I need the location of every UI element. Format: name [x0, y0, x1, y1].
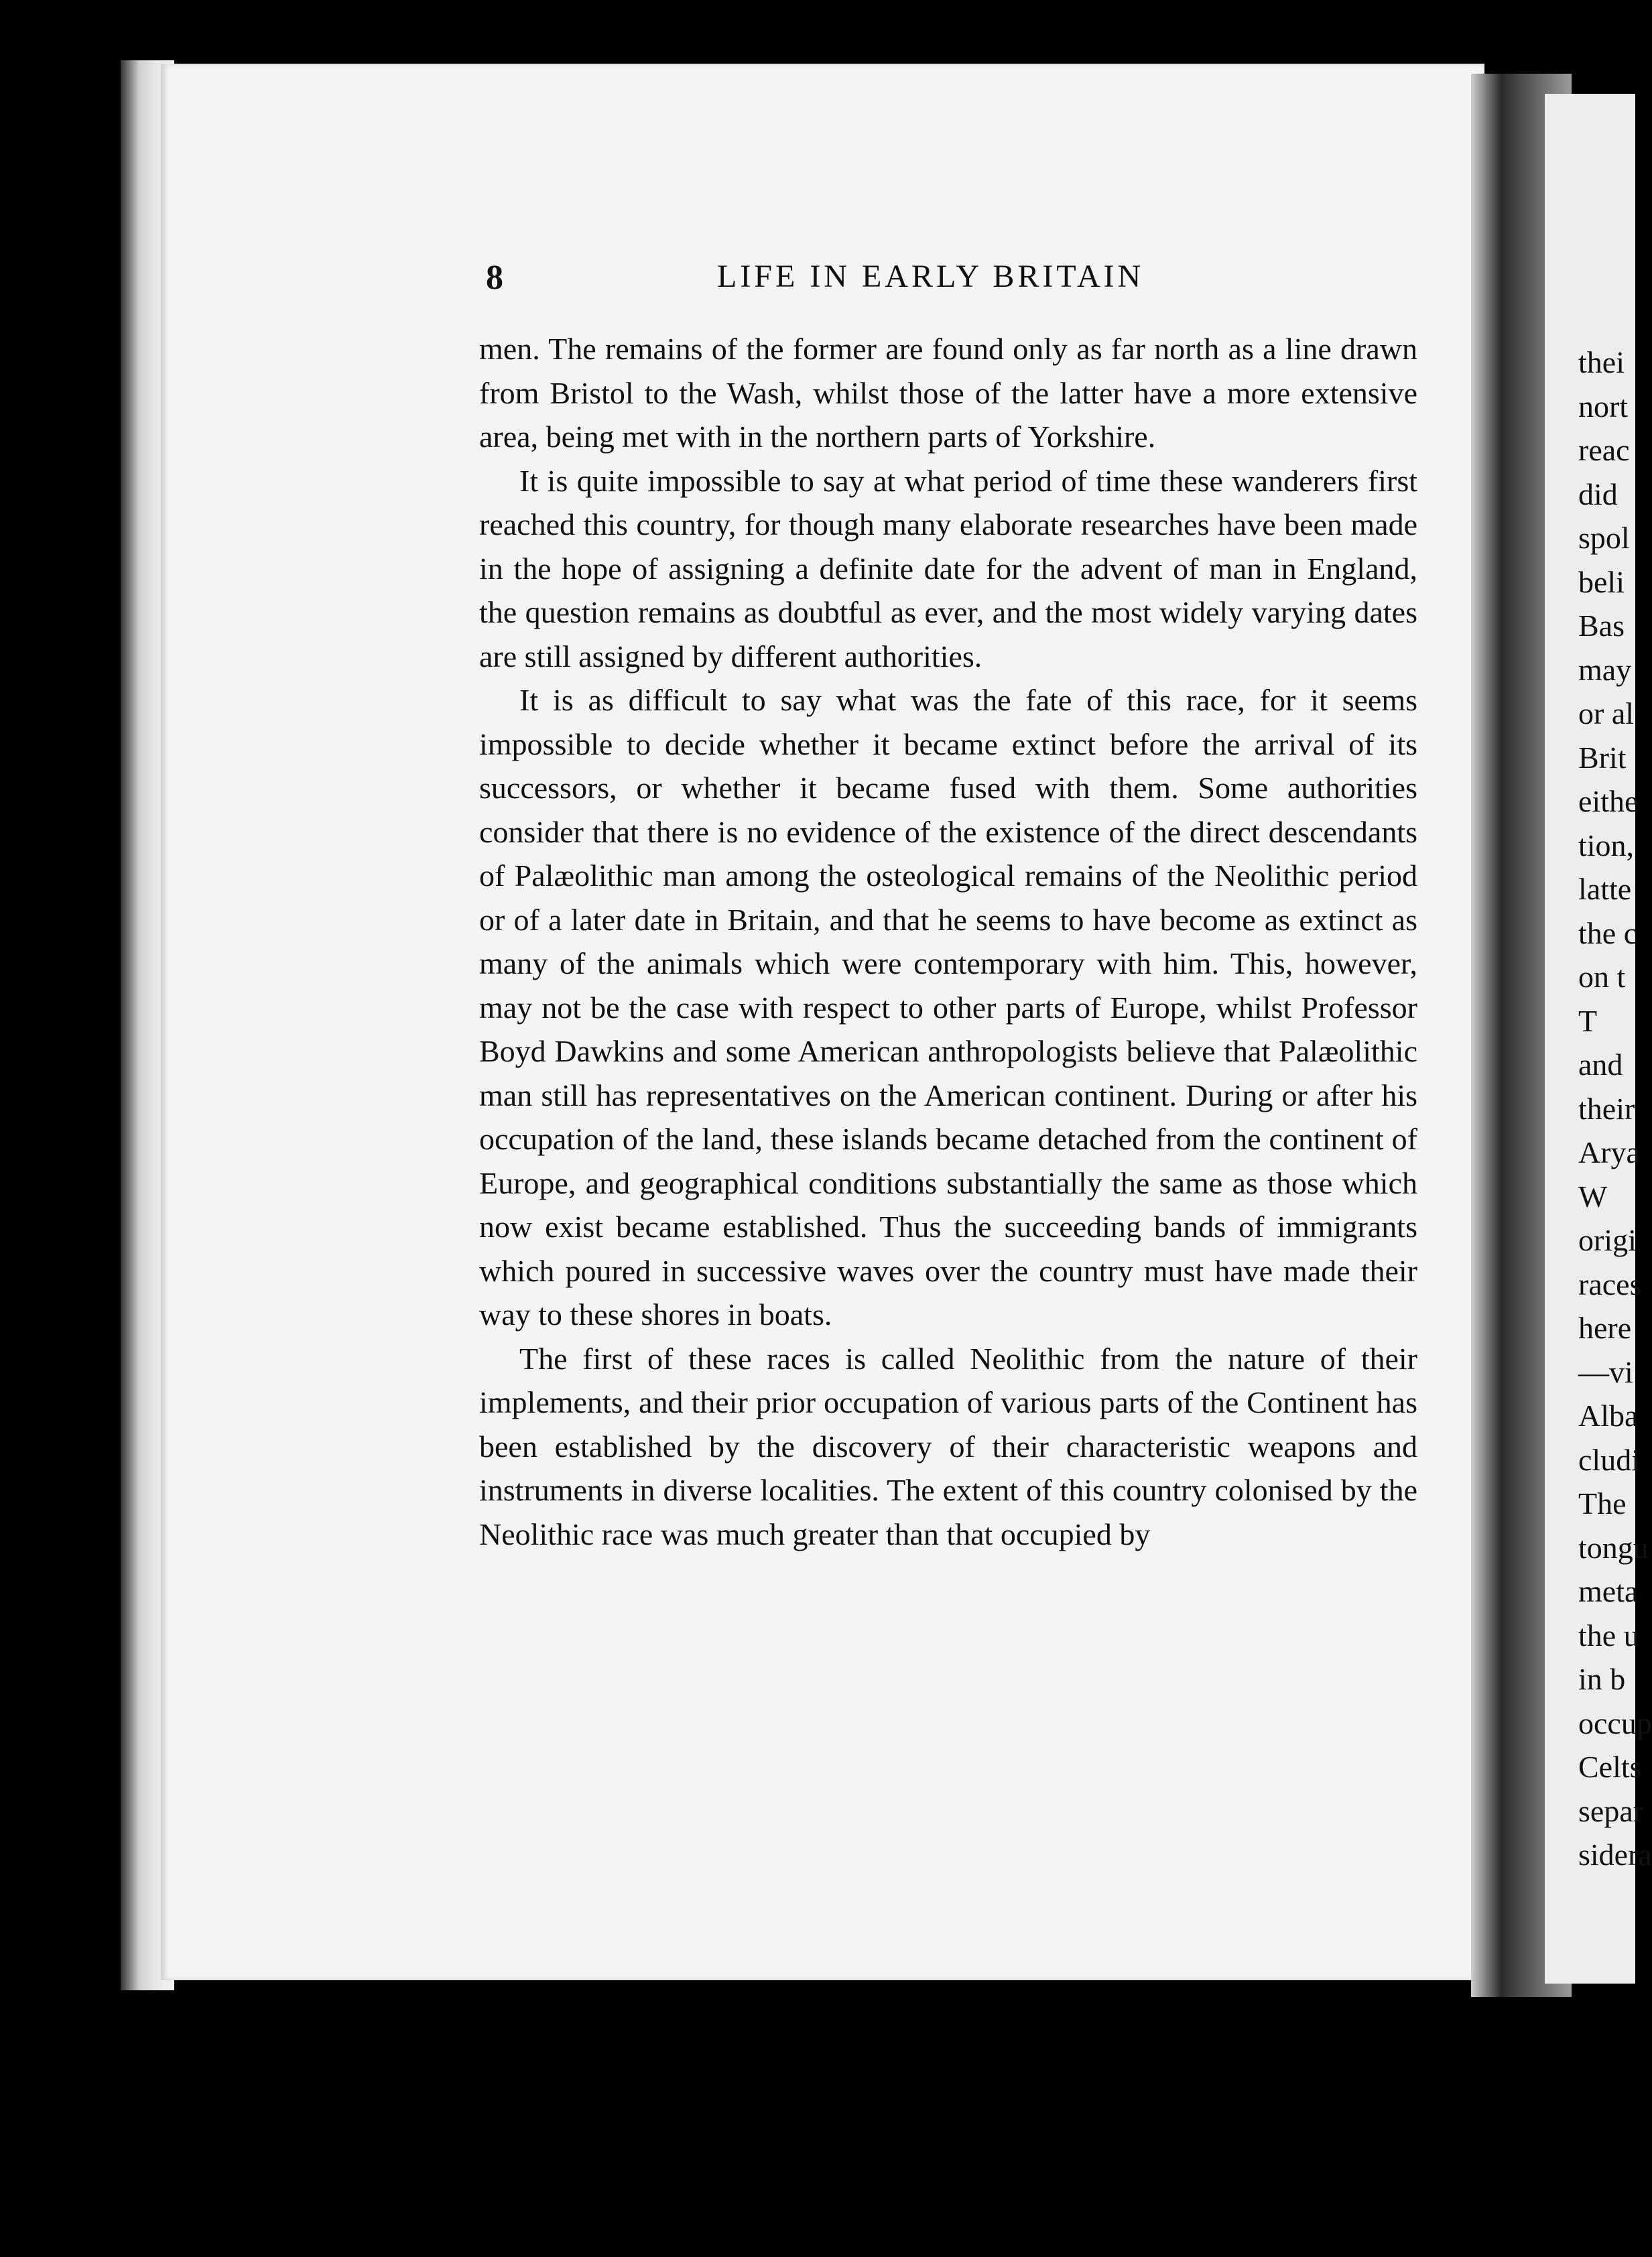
facing-page-line: here — [1578, 1311, 1632, 1345]
facing-page-line: eithe — [1578, 784, 1639, 818]
facing-page-line: races — [1578, 1267, 1642, 1301]
facing-page-line: the u — [1578, 1618, 1639, 1653]
main-text-block — [479, 327, 1417, 1556]
facing-page-line: T — [1578, 1003, 1598, 1038]
facing-page-line: their — [1578, 1091, 1635, 1126]
facing-page-line: and — [1578, 1047, 1623, 1082]
facing-page-line: Alba — [1578, 1399, 1639, 1433]
facing-page-line: may — [1578, 652, 1632, 687]
facing-page-line: cludi — [1578, 1442, 1640, 1477]
facing-page-line: latte — [1578, 872, 1632, 906]
facing-page-line: separ — [1578, 1793, 1644, 1828]
facing-page-line: tongu — [1578, 1530, 1649, 1565]
facing-page-line: Arya — [1578, 1135, 1640, 1169]
facing-page-line: Celts — [1578, 1750, 1642, 1784]
paragraph: It is as difficult to say what was the fate of this race, for it seems impossible to decide whether it became extinct before the arrival of its successors, or whether it became fused with them. Some authorities consider that there is no evidence of the existence of the direct descendants of Palæolithic man among the osteological remains of the Neolithic period or of a later date in Britain, and that he seems to have become as extinct as many of the animals which were contemporary with him. This, however, may not be the case with respect to other parts of Europe, whilst Professor Boyd Dawkins and some American anthropologists believe that Palæolithic man still has representatives on the American continent. During or after his occupation of the land, these islands became detached from the continent of Europe, and geographical conditions substantially the same as those which now exist became established. Thus the succeeding bands of immigrants which poured in successive waves over the country must have made their way to these shores in boats. — [479, 683, 1417, 1332]
facing-page-line: —vi — [1578, 1354, 1633, 1389]
facing-page-line: spol — [1578, 521, 1630, 555]
facing-page-line: in b — [1578, 1662, 1626, 1696]
page-number: 8 — [486, 259, 503, 297]
facing-page-line: the c — [1578, 915, 1638, 950]
facing-page-line: Brit — [1578, 740, 1627, 775]
facing-page-line: nort — [1578, 389, 1629, 424]
facing-page-line: beli — [1578, 564, 1625, 599]
facing-page-line: reac — [1578, 433, 1630, 467]
paragraph: It is quite impossible to say at what period of time these wanderers first reached this country, for though many elaborate researches have been made in the hope of assigning a definite date for the advent of man in England, the question remains as doubtful as ever, and the most widely varying dates are still assigned by different authorities. — [479, 463, 1417, 673]
facing-page-text — [1545, 94, 1652, 1877]
facing-page-line: meta — [1578, 1574, 1639, 1608]
facing-page-line: The — [1578, 1486, 1627, 1521]
paragraph: The first of these races is called Neolithic from the nature of their implements, and their prior occupation of various parts of the Continent has been established by the discovery of their characteristic weapons and instruments in diverse localities. The extent of this country colonised by the Neolithic race was much greater than that occupied by — [479, 1341, 1417, 1551]
facing-page-line: did — [1578, 476, 1618, 511]
facing-page-line: sidera — [1578, 1837, 1652, 1872]
facing-page-line: or al — [1578, 696, 1635, 730]
facing-page-line: on t — [1578, 960, 1626, 994]
facing-page-line: origi — [1578, 1223, 1637, 1257]
facing-page-line: thei — [1578, 345, 1625, 379]
page-header — [486, 258, 1438, 318]
facing-page-line: W — [1578, 1179, 1608, 1214]
facing-page-line: occup — [1578, 1705, 1652, 1740]
facing-page-line: tion, — [1578, 828, 1635, 862]
running-title: LIFE IN EARLY BRITAIN — [717, 259, 1145, 294]
facing-page-edge — [1545, 94, 1652, 1984]
facing-page-line: Bas — [1578, 608, 1625, 643]
paragraph: men. The remains of the former are found only as far north as a line drawn from Bristol to the Wash, whilst those of the latter have a more extensive area, being met with in the northern parts of Yorkshire. — [479, 332, 1417, 454]
